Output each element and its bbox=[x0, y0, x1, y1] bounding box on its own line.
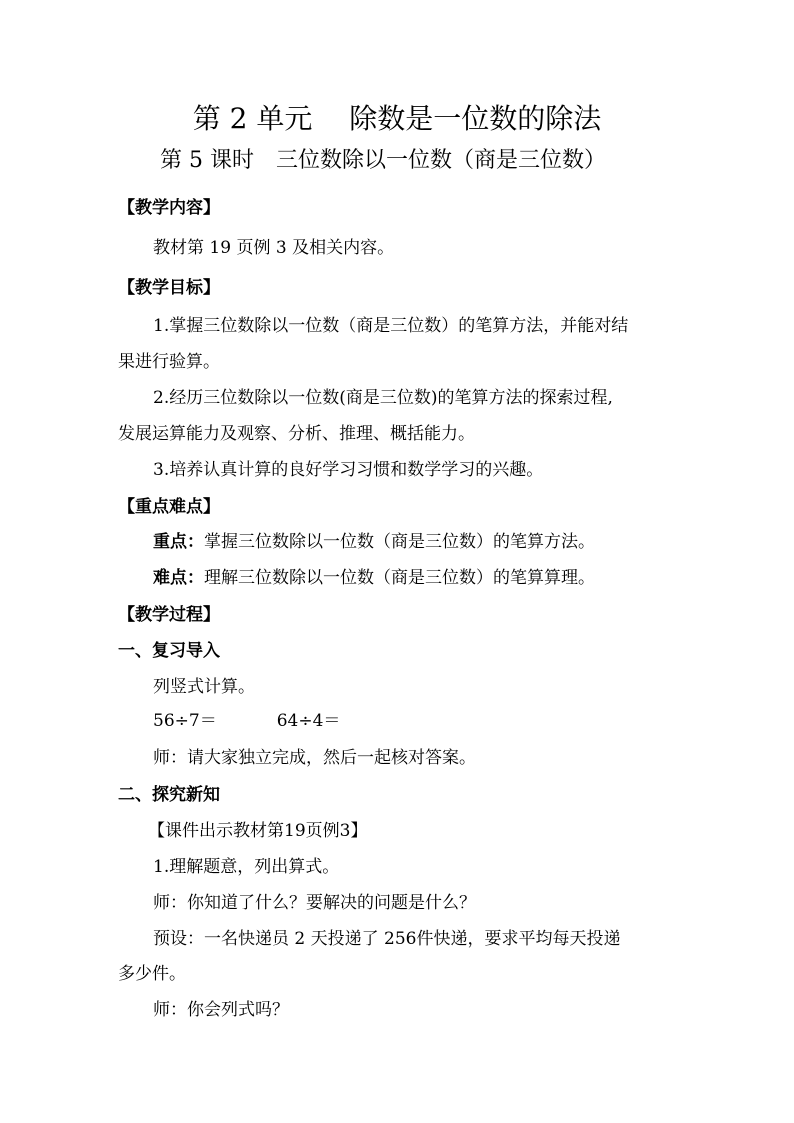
part-2-line-3: 师：你知道了什么？要解决的问题是什么？ bbox=[153, 893, 476, 913]
part-2-line-5: 师：你会列式吗？ bbox=[153, 1000, 289, 1020]
part-2-line-4a: 预设：一名快递员 2 天投递了 256件快递，要求平均每天投递 bbox=[153, 929, 621, 949]
calc-1: 56÷7＝ bbox=[153, 711, 217, 731]
section-heading-process: 【教学过程】 bbox=[118, 605, 220, 625]
section-heading-key: 【重点难点】 bbox=[118, 497, 220, 517]
calc-2: 64÷4＝ bbox=[276, 711, 341, 731]
goal-1-line-b: 果进行验算。 bbox=[118, 352, 220, 372]
section-heading-content: 【教学内容】 bbox=[118, 198, 220, 218]
goal-2-line-a: 2.经历三位数除以一位数(商是三位数)的笔算方法的探索过程, bbox=[153, 388, 613, 408]
goal-2-line-b: 发展运算能力及观察、分析、推理、概括能力。 bbox=[118, 424, 475, 444]
difficult-label: 难点： bbox=[153, 568, 204, 588]
content-text: 教材第 19 页例 3 及相关内容。 bbox=[153, 238, 395, 258]
lesson-subtitle: 第 5 课时 三位数除以一位数（商是三位数） bbox=[160, 148, 606, 173]
part-1-calculations bbox=[153, 710, 340, 732]
part-1-line-1: 列竖式计算。 bbox=[153, 677, 255, 697]
part-2-line-4b: 多少件。 bbox=[118, 964, 186, 984]
section-heading-goals: 【教学目标】 bbox=[118, 278, 220, 298]
part-2-line-2: 1.理解题意，列出算式。 bbox=[153, 857, 340, 877]
key-label: 重点： bbox=[153, 532, 204, 552]
part-2-heading: 二、探究新知 bbox=[118, 785, 220, 805]
part-1-line-3: 师：请大家独立完成，然后一起核对答案。 bbox=[153, 748, 476, 768]
goal-3: 3.培养认真计算的良好学习习惯和数学学习的兴趣。 bbox=[153, 460, 544, 480]
key-point bbox=[153, 531, 595, 553]
goal-1-line-a: 1.掌握三位数除以一位数（商是三位数）的笔算方法，并能对结 bbox=[153, 316, 629, 336]
difficult-point bbox=[153, 567, 595, 589]
part-1-heading: 一、复习导入 bbox=[118, 641, 220, 661]
part-2-line-1: 【课件出示教材第19页例3】 bbox=[148, 821, 368, 841]
page-title: 第 2 单元 除数是一位数的除法 bbox=[192, 102, 602, 135]
key-text: 掌握三位数除以一位数（商是三位数）的笔算方法。 bbox=[204, 532, 595, 552]
difficult-text: 理解三位数除以一位数（商是三位数）的笔算算理。 bbox=[204, 568, 595, 588]
